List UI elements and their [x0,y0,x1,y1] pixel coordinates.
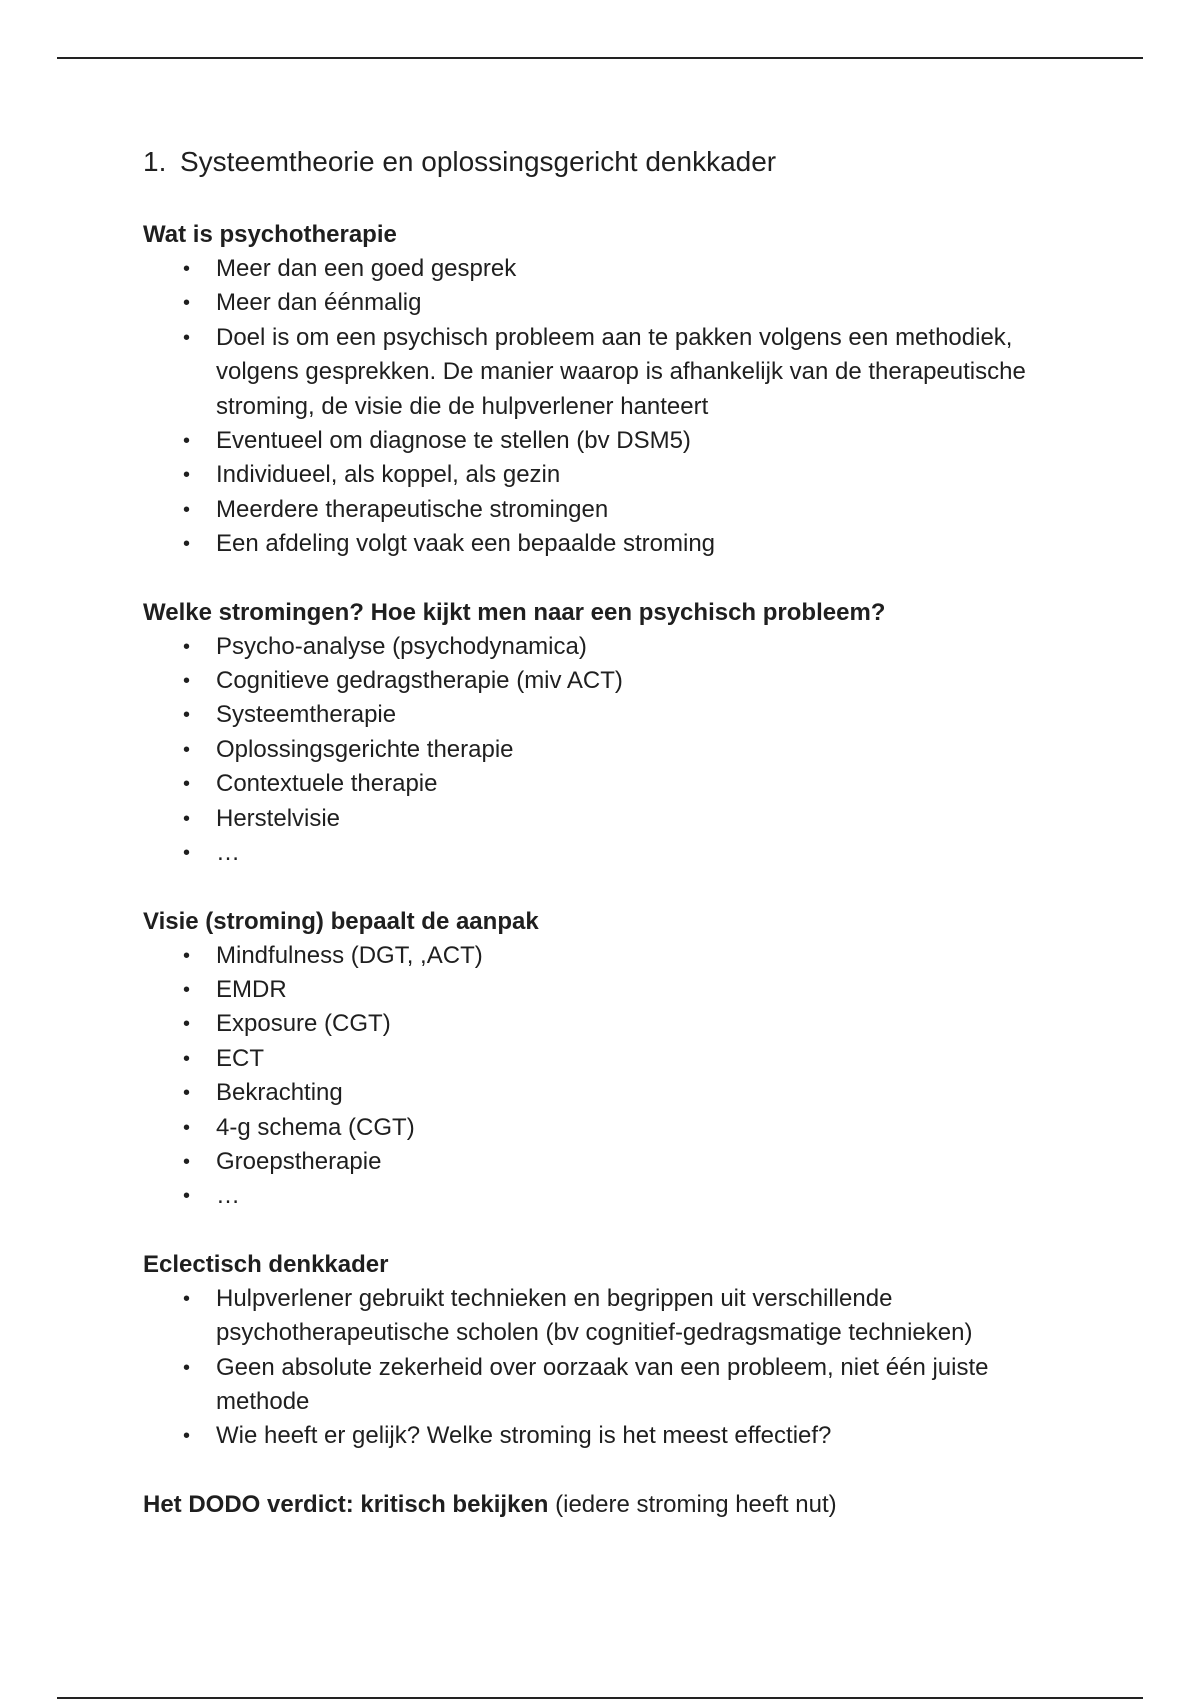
list-item [143,1111,1073,1145]
bullet-list [143,252,1073,562]
list-item [143,939,1073,973]
section-heading: Wat is psychotherapie [143,221,397,248]
list-item-text: … [216,1182,240,1210]
list-item [143,802,1073,836]
section [143,905,1073,1214]
bullet-icon: • [183,533,191,556]
bullet-icon: • [183,292,191,315]
top-rule [57,57,1143,59]
section-heading: Eclectisch denkkader [143,1250,389,1278]
verdict-rest: (iedere stroming heeft nut) [548,1490,837,1518]
bullet-list [143,630,1073,871]
list-item [143,1042,1073,1076]
section [143,596,1073,871]
list-item-text: Oplossingsgerichte therapie [216,735,514,763]
bullet-icon: • [183,773,191,796]
bullet-icon: • [183,1287,191,1310]
bullet-icon: • [183,635,191,658]
bullet-icon: • [183,1150,191,1173]
page-title [143,142,1073,182]
list-item-text: … [216,839,240,867]
bullet-icon: • [183,1425,191,1448]
document-body [143,142,1073,1522]
list-item-text: Meerdere therapeutische stromingen [216,495,609,523]
list-item [143,733,1073,767]
list-item-text: Mindfulness (DGT, ,ACT) [216,941,483,969]
list-item-text: Meer dan éénmalig [216,289,422,317]
bullet-icon: • [183,944,191,967]
bullet-icon: • [183,1116,191,1139]
list-item [143,424,1073,458]
bullet-icon: • [183,1082,191,1105]
list-item [143,493,1073,527]
list-item-text: Meer dan een goed gesprek [216,255,517,282]
list-item-text: Individueel, als koppel, als gezin [216,461,561,489]
list-item-text: Herstelvisie [216,804,341,832]
list-item-text: Exposure (CGT) [216,1010,391,1038]
bullet-icon: • [183,326,191,349]
list-item [143,664,1073,698]
list-item-text: Groepstherapie [216,1147,382,1175]
list-item [143,767,1073,801]
list-item [143,1076,1073,1110]
list-item-text: Eventueel om diagnose te stellen (bv DSM5) [216,427,691,455]
list-item-text: Psycho-analyse (psychodynamica) [216,632,587,660]
bullet-icon: • [183,258,191,280]
list-item-text: ECT [216,1044,264,1072]
list-item-text: Hulpverlener gebruikt technieken en begrippen uit verschillende psychotherapeutische scholen (bv cognitief-gedragsmatige technieken) [216,1284,973,1347]
bullet-icon: • [183,704,191,727]
list-item [143,1179,1073,1213]
list-item-text: Cognitieve gedragstherapie (miv ACT) [216,667,623,695]
list-item [143,698,1073,732]
section-heading: Welke stromingen? Hoe kijkt men naar een psychisch probleem? [143,598,886,626]
list-item-text: EMDR [216,975,287,1003]
list-item [143,321,1073,424]
section [143,1248,1073,1454]
bullet-icon: • [183,1356,191,1379]
bullet-icon: • [183,842,191,865]
list-item-text: Contextuele therapie [216,770,438,798]
bullet-icon: • [183,670,191,693]
list-item [143,458,1073,492]
list-item [143,630,1073,664]
list-item-text: Doel is om een psychisch probleem aan te pakken volgens een methodiek, volgens gesprekken. De manier waarop is afhankelijk van de therapeutische stroming, de visie die de hulpverlener hanteert [216,323,1026,420]
bullet-icon: • [183,1185,191,1208]
section-heading: Visie (stroming) bepaalt de aanpak [143,907,539,935]
list-item [143,836,1073,870]
list-item-text: Wie heeft er gelijk? Welke stroming is het meest effectief? [216,1422,832,1450]
bullet-list [143,939,1073,1214]
list-item [143,1145,1073,1179]
bullet-icon: • [183,464,191,487]
bullet-icon: • [183,498,191,521]
bullet-icon: • [183,807,191,830]
bullet-icon: • [183,1047,191,1070]
list-item-text: Een afdeling volgt vaak een bepaalde stroming [216,530,716,558]
verdict-line [143,1488,1073,1522]
title-text: Systeemtheorie en oplossingsgericht denkkader [180,146,777,177]
bullet-list [143,1282,1073,1454]
list-item-text: Bekrachting [216,1079,343,1107]
verdict-bold: Het DODO verdict: kritisch bekijken [143,1490,549,1518]
list-item-text: 4-g schema (CGT) [216,1113,415,1141]
section [143,218,1073,562]
bottom-rule [57,1697,1143,1699]
list-item [143,1007,1073,1041]
bullet-icon: • [183,738,191,761]
list-item [143,286,1073,320]
list-item [143,1282,1073,1351]
list-item [143,527,1073,561]
bullet-icon: • [183,1013,191,1036]
list-item [143,1419,1073,1453]
list-item-text: Geen absolute zekerheid over oorzaak van een probleem, niet één juiste methode [216,1353,989,1415]
bullet-icon: • [183,430,191,453]
list-item [143,252,1073,286]
list-item [143,973,1073,1007]
list-item [143,1351,1073,1420]
bullet-icon: • [183,978,191,1001]
list-item-text: Systeemtherapie [216,701,397,729]
title-number: 1. [143,146,167,177]
